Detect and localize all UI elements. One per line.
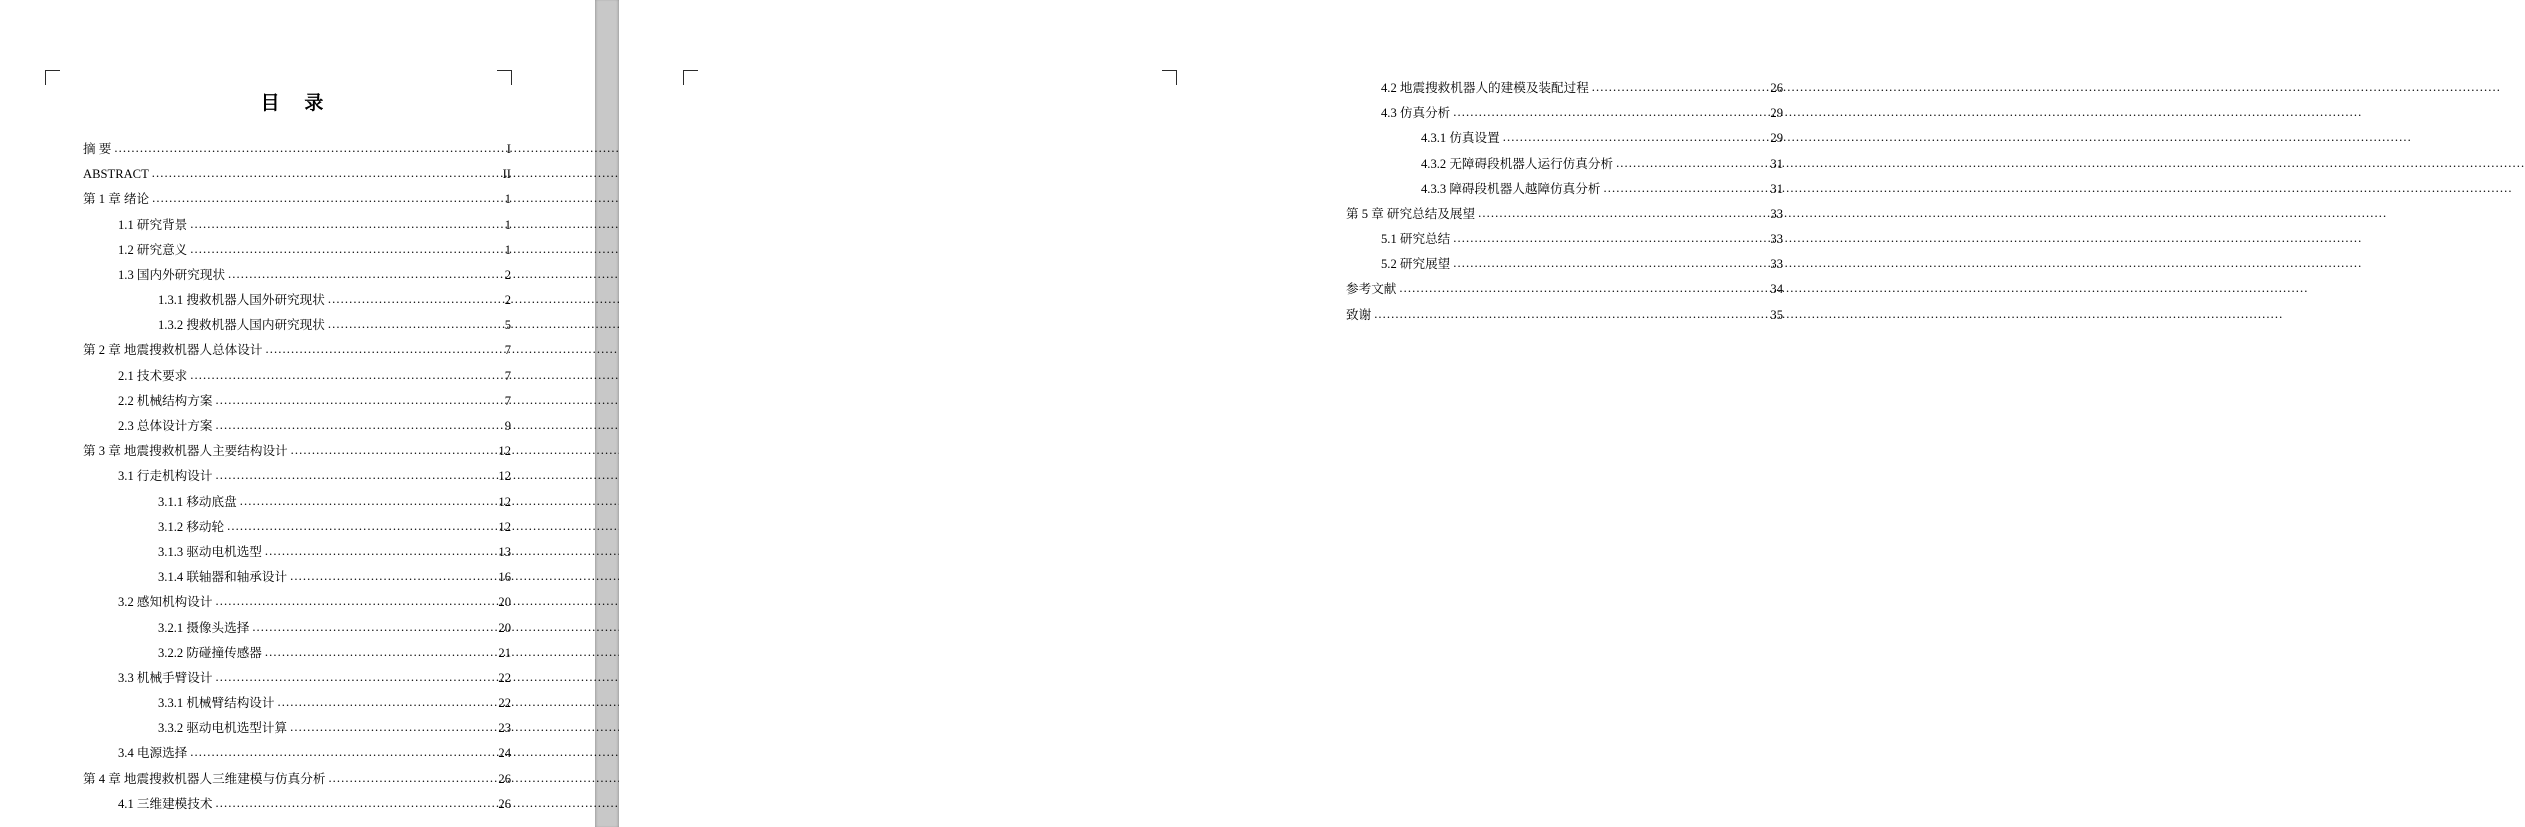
toc-entry-page: 31	[1770, 181, 1783, 196]
toc-entry-page: 1	[504, 217, 511, 232]
toc-entry-label: 3.1 行走机构设计	[118, 469, 213, 484]
toc-entry-label: 1.3.2 搜救机器人国内研究现状	[158, 318, 325, 333]
toc-entry-label: 1.3.1 搜救机器人国外研究现状	[158, 293, 325, 308]
toc-leader-dots	[190, 375, 492, 389]
toc-leader-dots	[152, 173, 492, 187]
toc-leader-dots	[152, 199, 492, 213]
toc-leader-dots	[1592, 87, 1764, 101]
toc-leader-dots	[215, 602, 492, 616]
toc-entry-label: 2.1 技术要求	[118, 368, 188, 383]
toc-entry-page: 1	[504, 242, 511, 257]
toc-entry[interactable]	[83, 716, 511, 741]
toc-entry-label: 3.2 感知机构设计	[118, 595, 213, 610]
toc-leader-dots	[215, 476, 492, 490]
toc-entry-label: 2.3 总体设计方案	[118, 419, 213, 434]
toc-entry[interactable]	[83, 641, 511, 666]
toc-entry-label: ABSTRACT	[83, 167, 149, 182]
toc-entry[interactable]	[83, 742, 511, 767]
toc-entry[interactable]	[83, 565, 511, 590]
toc-entry[interactable]	[83, 414, 511, 439]
toc-entry[interactable]	[83, 288, 511, 313]
toc-entry-page: 5	[504, 318, 511, 333]
toc-leader-dots	[1374, 314, 1764, 328]
toc-entry-page: 7	[504, 368, 511, 383]
page-title: 目 录	[260, 93, 334, 114]
toc-leader-dots	[328, 778, 492, 792]
toc-entry-label: 3.4 电源选择	[118, 746, 188, 761]
page-right-content	[1346, 76, 1783, 328]
toc-entry-page: 2	[504, 267, 511, 282]
toc-entry-label: 3.3.2 驱动电机选型计算	[158, 721, 288, 736]
toc-entry-label: 2.2 机械结构方案	[118, 393, 213, 408]
toc-entry-label: 3.1.2 移动轮	[158, 519, 225, 534]
toc-leader-dots	[252, 627, 492, 641]
toc-entry[interactable]	[83, 162, 511, 187]
toc-entry-page: I	[506, 141, 511, 156]
toc-entry-page: 34	[1770, 282, 1783, 297]
toc-entry-label: 4.1 三维建模技术	[118, 796, 213, 811]
toc-entry-label: 4.3.3 障碍段机器人越障仿真分析	[1421, 181, 1601, 196]
toc-entry-label: 3.1.3 驱动电机选型	[158, 544, 262, 559]
toc-entry-page: 33	[1770, 232, 1783, 247]
toc-entry[interactable]	[83, 389, 511, 414]
toc-entry-label: 第 2 章 地震搜救机器人总体设计	[83, 343, 263, 358]
toc-entry-label: 5.1 研究总结	[1381, 232, 1451, 247]
toc-entry[interactable]	[83, 540, 511, 565]
toc-entry-page: 29	[1770, 106, 1783, 121]
toc-entry-label: 致谢	[1346, 307, 1372, 322]
toc-entry-label: 3.2.1 摄像头选择	[158, 620, 250, 635]
toc-entry-page: 12	[498, 519, 511, 534]
toc-entry-label: 摘 要	[83, 141, 112, 156]
toc-entry-page: 7	[504, 393, 511, 408]
toc-entry[interactable]	[1346, 227, 1783, 252]
toc-leader-dots	[265, 350, 492, 364]
toc-entry-label: 3.3.1 机械臂结构设计	[158, 696, 275, 711]
toc-leader-dots	[265, 652, 492, 666]
toc-leader-dots	[215, 425, 492, 439]
toc-entry[interactable]	[1346, 177, 1783, 202]
toc-entry-page: 7	[504, 343, 511, 358]
toc-entry[interactable]	[83, 238, 511, 263]
toc-list-right	[1346, 76, 1783, 328]
toc-entry-page: 33	[1770, 257, 1783, 272]
crop-mark-top-left-2	[683, 70, 698, 85]
toc-entry-page: II	[502, 167, 511, 182]
toc-entry-page: 12	[498, 494, 511, 509]
toc-entry[interactable]	[83, 691, 511, 716]
toc-entry-label: 4.3 仿真分析	[1381, 106, 1451, 121]
toc-entry[interactable]	[1346, 76, 1783, 101]
toc-entry[interactable]	[1346, 126, 1783, 151]
toc-entry[interactable]	[1346, 152, 1783, 177]
toc-leader-dots	[328, 325, 492, 339]
toc-entry-label: 3.3 机械手臂设计	[118, 670, 213, 685]
toc-leader-dots	[228, 274, 492, 288]
toc-leader-dots	[227, 526, 492, 540]
toc-leader-dots	[1478, 213, 1764, 227]
toc-entry-label: 参考文献	[1346, 282, 1397, 297]
toc-entry-label: 第 1 章 绪论	[83, 192, 150, 207]
toc-entry[interactable]	[1346, 202, 1783, 227]
toc-leader-dots	[215, 677, 492, 691]
toc-leader-dots	[278, 702, 493, 716]
toc-entry-page: 22	[498, 696, 511, 711]
toc-entry-page: 26	[498, 796, 511, 811]
toc-entry-label: 4.3.2 无障碍段机器人运行仿真分析	[1421, 156, 1614, 171]
toc-entry-label: 3.1.4 联轴器和轴承设计	[158, 570, 288, 585]
toc-entry-page: 12	[498, 444, 511, 459]
toc-leader-dots	[1503, 138, 1764, 152]
toc-entry[interactable]	[83, 515, 511, 540]
toc-entry-page: 29	[1770, 131, 1783, 146]
toc-leader-dots	[240, 501, 492, 515]
toc-entry[interactable]	[83, 364, 511, 389]
toc-entry-label: 第 4 章 地震搜救机器人三维建模与仿真分析	[83, 771, 326, 786]
toc-leader-dots	[215, 400, 492, 414]
toc-entry-label: 1.2 研究意义	[118, 242, 188, 257]
toc-leader-dots	[328, 299, 492, 313]
page-left-content	[83, 88, 511, 817]
page-left	[0, 0, 595, 827]
toc-entry[interactable]	[83, 464, 511, 489]
toc-leader-dots	[291, 450, 492, 464]
toc-list-left	[83, 137, 511, 817]
toc-entry-label: 第 5 章 研究总结及展望	[1346, 206, 1476, 221]
toc-entry-label: 4.3.1 仿真设置	[1421, 131, 1500, 146]
toc-entry-label: 3.1.1 移动底盘	[158, 494, 237, 509]
toc-entry[interactable]	[1346, 303, 1783, 328]
toc-entry-page: 2	[504, 293, 511, 308]
toc-leader-dots	[1453, 112, 1764, 126]
toc-entry-label: 5.2 研究展望	[1381, 257, 1451, 272]
toc-leader-dots	[290, 576, 492, 590]
toc-leader-dots	[190, 224, 492, 238]
toc-leader-dots	[190, 249, 492, 263]
toc-entry-page: 33	[1770, 206, 1783, 221]
toc-entry[interactable]	[1346, 252, 1783, 277]
toc-entry-label: 4.2 地震搜救机器人的建模及装配过程	[1381, 80, 1589, 95]
toc-leader-dots	[1453, 264, 1764, 278]
toc-entry[interactable]	[83, 339, 511, 364]
toc-entry-label: 1.3 国内外研究现状	[118, 267, 226, 282]
toc-entry[interactable]	[83, 590, 511, 615]
toc-entry-page: 35	[1770, 307, 1783, 322]
crop-mark-top-right-2	[1162, 70, 1177, 85]
toc-entry[interactable]	[83, 313, 511, 338]
toc-entry-page: 9	[504, 419, 511, 434]
toc-entry-label: 第 3 章 地震搜救机器人主要结构设计	[83, 444, 288, 459]
crop-mark-top-left	[45, 70, 60, 85]
toc-entry[interactable]	[83, 792, 511, 817]
crop-mark-top-right	[497, 70, 512, 85]
toc-entry-label: 1.1 研究背景	[118, 217, 188, 232]
toc-leader-dots	[114, 148, 492, 162]
toc-entry[interactable]	[83, 666, 511, 691]
toc-entry-page: 31	[1770, 156, 1783, 171]
toc-leader-dots	[215, 803, 492, 817]
toc-entry-page: 24	[498, 746, 511, 761]
toc-entry[interactable]	[83, 137, 511, 162]
toc-entry[interactable]	[83, 263, 511, 288]
toc-entry-page: 26	[1770, 80, 1783, 95]
toc-entry-page: 16	[498, 570, 511, 585]
toc-leader-dots	[1603, 188, 1764, 202]
toc-entry-page: 1	[504, 192, 511, 207]
page-right	[619, 0, 1783, 827]
toc-entry[interactable]	[83, 490, 511, 515]
toc-entry-page: 22	[498, 670, 511, 685]
toc-entry[interactable]	[83, 767, 511, 792]
toc-entry[interactable]	[1346, 101, 1783, 126]
toc-leader-dots	[265, 551, 492, 565]
toc-leader-dots	[290, 728, 492, 742]
toc-entry-page: 20	[498, 620, 511, 635]
toc-entry[interactable]	[83, 616, 511, 641]
toc-entry-page: 13	[498, 544, 511, 559]
toc-entry-label: 3.2.2 防碰撞传感器	[158, 645, 262, 660]
toc-entry-page: 21	[498, 645, 511, 660]
toc-entry[interactable]	[83, 187, 511, 212]
toc-entry[interactable]	[1346, 278, 1783, 303]
toc-entry[interactable]	[83, 213, 511, 238]
toc-entry-page: 23	[498, 721, 511, 736]
toc-leader-dots	[190, 753, 492, 767]
toc-leader-dots	[1399, 289, 1764, 303]
toc-entry-page: 26	[498, 771, 511, 786]
toc-leader-dots	[1616, 163, 1764, 177]
toc-leader-dots	[1453, 238, 1764, 252]
toc-entry-page: 12	[498, 469, 511, 484]
toc-entry-page: 20	[498, 595, 511, 610]
toc-entry[interactable]	[83, 439, 511, 464]
